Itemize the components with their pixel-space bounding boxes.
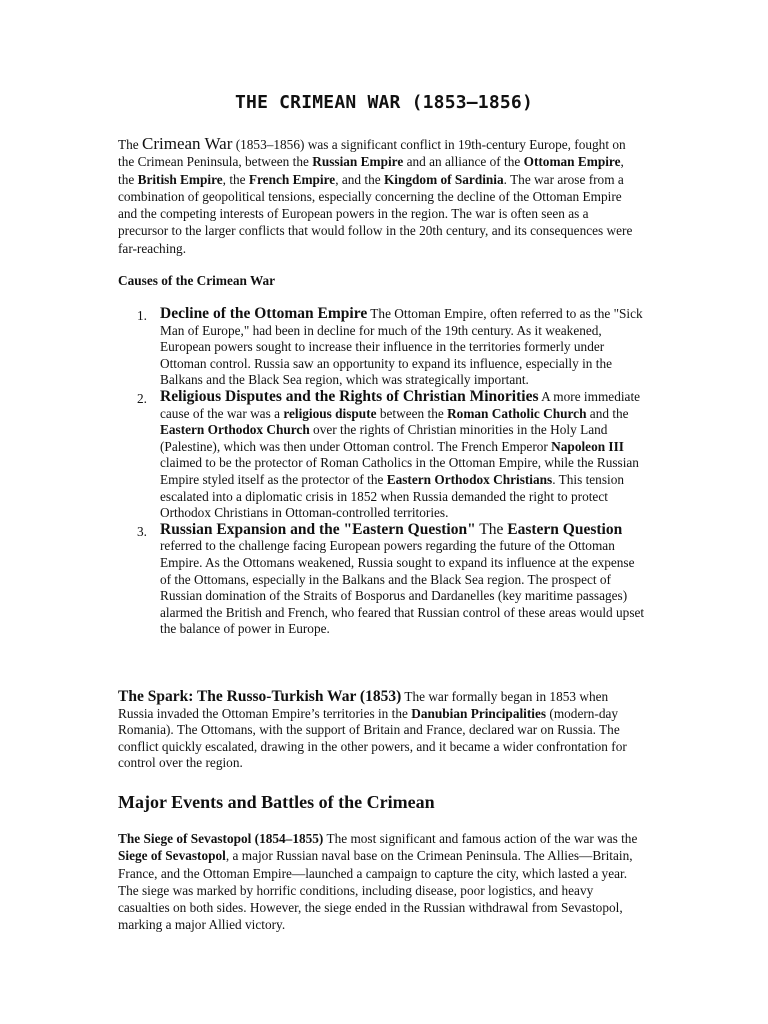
cause-text xyxy=(160,522,644,637)
text-run: and the xyxy=(586,405,629,421)
cause-title-connector: The xyxy=(475,520,508,538)
text-run: between the xyxy=(376,405,448,421)
text-run: . This tension escalated into a diplomatic crisis in 1852 when Russia demanded the right to protect Orthodox Christians in Ottoman-controlled territories. xyxy=(160,471,624,521)
text-run: , the xyxy=(222,171,249,187)
cause-title: Russian Expansion and the "Eastern Question" xyxy=(160,520,476,538)
bold-text: religious dispute xyxy=(283,405,377,421)
text-run: and an alliance of the xyxy=(403,154,524,170)
bold-text: Roman Catholic Church xyxy=(447,405,587,421)
causes-list xyxy=(118,306,648,638)
bold-text: Danubian Principalities xyxy=(411,705,547,721)
major-events-heading: Major Events and Battles of the Crimean xyxy=(118,792,435,812)
bold-text: Ottoman Empire xyxy=(523,154,621,170)
cause-text xyxy=(160,389,640,520)
cause-title: Decline of the Ottoman Empire xyxy=(160,305,368,322)
list-number: 1. xyxy=(137,308,147,323)
causes-heading: Causes of the Crimean War xyxy=(118,273,276,288)
text-run: , a major Russian naval base on the Crimean Peninsula. The Allies—Britain, France, and the Ottoman Empire—launched a campaign to capture the city, which lasted a year. The siege was marked by horrific conditions, including disease, poor logistics, and heavy casualties on both sides. However, the siege ended in the Russian withdrawal from Sevastopol, marking a major Allied victory. xyxy=(118,848,633,933)
text-run: over the rights of Christian minorities in the Holy Land (Palestine), which was then under Ottoman control. The French Emperor xyxy=(160,422,608,454)
crimean-war-term: Crimean War xyxy=(142,134,233,153)
bold-text: Kingdom of Sardinia xyxy=(383,171,504,187)
bold-text: Siege of Sevastopol xyxy=(118,848,226,864)
text-run: claimed to be the protector of Roman Catholics in the Ottoman Empire, while the Russian Empire styled itself as the protector of the xyxy=(160,455,639,487)
bold-text: Napoleon III xyxy=(551,438,624,454)
bold-text: Eastern Orthodox Christians xyxy=(386,471,553,487)
cause-text xyxy=(160,306,643,387)
text-run: referred to the challenge facing European powers regarding the future of the Ottoman Empire. As the Ottomans weakened, Russia sought to expand its influence at the expense of the Ottomans, especially in the Balkans and the Black Sea region. The prospect of Russian domination of the Straits of Bosporus and Dardanelles (key maritime passages) alarmed the British and French, who feared that Russian control of these areas would upset the balance of power in Europe. xyxy=(160,538,645,637)
spark-paragraph xyxy=(118,689,646,772)
bold-text: Russian Empire xyxy=(312,154,404,170)
text-run: . The war arose from a combination of geopolitical tensions, especially concerning the decline of the Ottoman Empire and the competing interests of European powers in the region. The war is often seen as a precursor to the larger conflicts that would follow in the 20th century, and its consequences were far-reaching. xyxy=(118,171,633,256)
text-run: (1853–1856) was a significant conflict in 19th-century Europe, fought on the Crimean Peninsula, between the xyxy=(118,137,626,170)
bold-text: The Siege of Sevastopol (1854–1855) xyxy=(118,831,324,846)
text-run: The war formally began in 1853 when Russia invaded the Ottoman Empire’s territories in the xyxy=(118,689,609,721)
cause-item xyxy=(118,522,648,638)
intro-paragraph xyxy=(118,135,638,257)
cause-title: Religious Disputes and the Rights of Christian Minorities xyxy=(160,387,539,405)
cause-item xyxy=(118,306,648,389)
cause-title: Eastern Question xyxy=(507,520,623,538)
bold-text: French Empire xyxy=(248,171,336,187)
bold-text: British Empire xyxy=(137,171,223,187)
text-run: The xyxy=(118,137,142,152)
list-number: 3. xyxy=(137,523,147,539)
text-run: (modern-day Romania). The Ottomans, with the support of Britain and France, declared war on Russia. The conflict quickly escalated, drawing in the other powers, and it became a wider confrontation for control over the region. xyxy=(118,705,627,771)
text-run: , and the xyxy=(335,171,384,187)
bold-text: Eastern Orthodox Church xyxy=(160,422,310,438)
cause-item xyxy=(118,389,648,522)
siege-paragraph xyxy=(118,830,648,934)
text-run: The most significant and famous action of the war was the xyxy=(323,831,638,846)
spark-lead: The Spark: The Russo-Turkish War (1853) xyxy=(118,688,402,705)
text-run: The Ottoman Empire, often referred to as the "Sick Man of Europe," had been in decline for much of the 19th century. As it weakened, European powers sought to increase their influence in the territories formerly under Ottoman control. Russia saw an opportunity to expand its influence, especially in the Balkans and the Black Sea region, which was strategically important. xyxy=(160,306,643,388)
text-run: A more immediate cause of the war was a xyxy=(160,388,641,421)
document-title: THE CRIMEAN WAR (1853–1856) xyxy=(235,92,533,113)
list-number: 2. xyxy=(137,390,147,406)
text-run: , the xyxy=(118,154,624,187)
